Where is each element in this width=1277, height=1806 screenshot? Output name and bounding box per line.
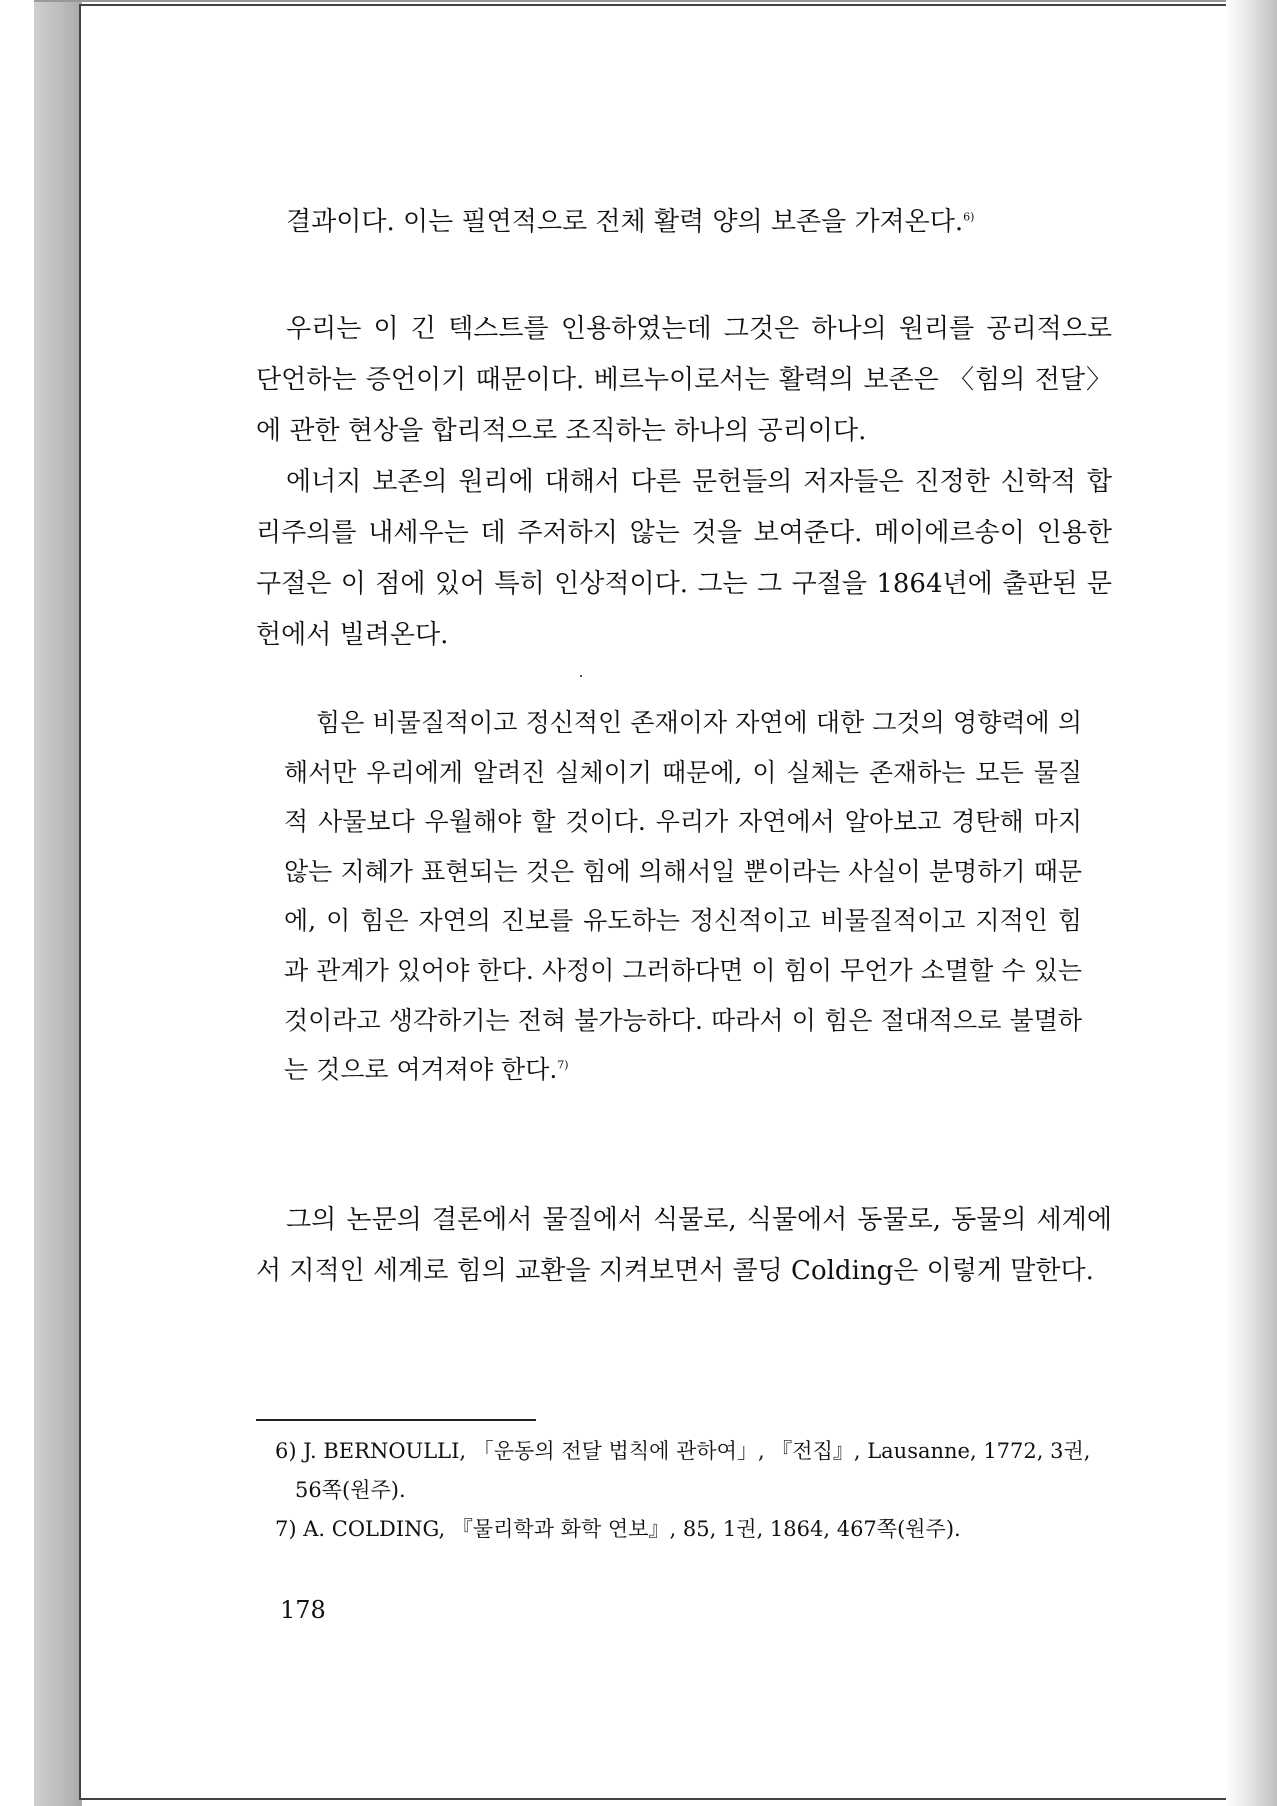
- scan-speck: [580, 675, 582, 677]
- paragraph-continuation: [256, 197, 1112, 248]
- footnote-divider: [256, 1419, 536, 1421]
- paragraph-2: [256, 304, 1112, 661]
- footnote-7: 7) A. COLDING, 『물리학과 화학 연보』, 85, 1권, 1864, 467쪽(원주).: [275, 1517, 961, 1541]
- block-quote-text: 힘은 비물질적이고 정신적인 존재이자 자연에 대한 그것의 영향력에 의해서만 우리에게 알려진 실체이기 때문에, 이 실체는 존재하는 모든 물질적 사물보다 우월해야 할 것이다. 우리가 자연에서 알아보고 경탄해 마지않는 지혜가 표현되는 것은 힘에 의해서일 뿐이라는 사실이 분명하기 때문에, 이 힘은 자연의 진보를 유도하는 정신적이고 비물질적이고 지적인 힘과 관계가 있어야 한다. 사정이 그러하다면 이 힘이 무언가 소멸할 수 있는 것이라고 생각하기는 전혀 불가능하다. 따라서 이 힘은 절대적으로 불멸하는 것으로 여겨져야 한다.: [284, 708, 1082, 1085]
- book-top-edge: [34, 0, 1234, 2]
- paragraph-2-text: 우리는 이 긴 텍스트를 인용하였는데 그것은 하나의 원리를 공리적으로 단언하는 증언이기 때문이다. 베르누이로서는 활력의 보존은 〈힘의 전달〉에 관한 현상을 합리적으로 조직하는 하나의 공리이다.: [256, 314, 1112, 446]
- page-number: 178: [280, 1596, 326, 1624]
- paragraph-4: [256, 1195, 1112, 1297]
- footnote-6: 6) J. BERNOULLI, 「운동의 전달 법칙에 관하여」, 『전집』, Lausanne, 1772, 3권, 56쪽(원주).: [275, 1439, 1091, 1502]
- paragraph-1-text: 결과이다. 이는 필연적으로 전체 활력 양의 보존을 가져온다.: [286, 207, 964, 237]
- book-spine-edge: [34, 0, 82, 1806]
- footnotes: [275, 1432, 1115, 1549]
- paragraph-3-text: 에너지 보존의 원리에 대해서 다른 문헌들의 저자들은 진정한 신학적 합리주의를 내세우는 데 주저하지 않는 것을 보여준다. 메이에르송이 인용한 구절은 이 점에 있어 특히 인상적이다. 그는 그 구절을 1864년에 출판된 문헌에서 빌려온다.: [256, 467, 1112, 650]
- paragraph-4-text: 그의 논문의 결론에서 물질에서 식물로, 식물에서 동물로, 동물의 세계에서 지적인 세계로 힘의 교환을 지켜보면서 콜딩 Colding은 이렇게 말한다.: [256, 1205, 1112, 1286]
- page-right-shadow: [1226, 0, 1277, 1806]
- footnote-ref-7: 7): [557, 1058, 569, 1072]
- footnote-ref-6: 6): [963, 210, 975, 224]
- block-quote: [284, 698, 1082, 1095]
